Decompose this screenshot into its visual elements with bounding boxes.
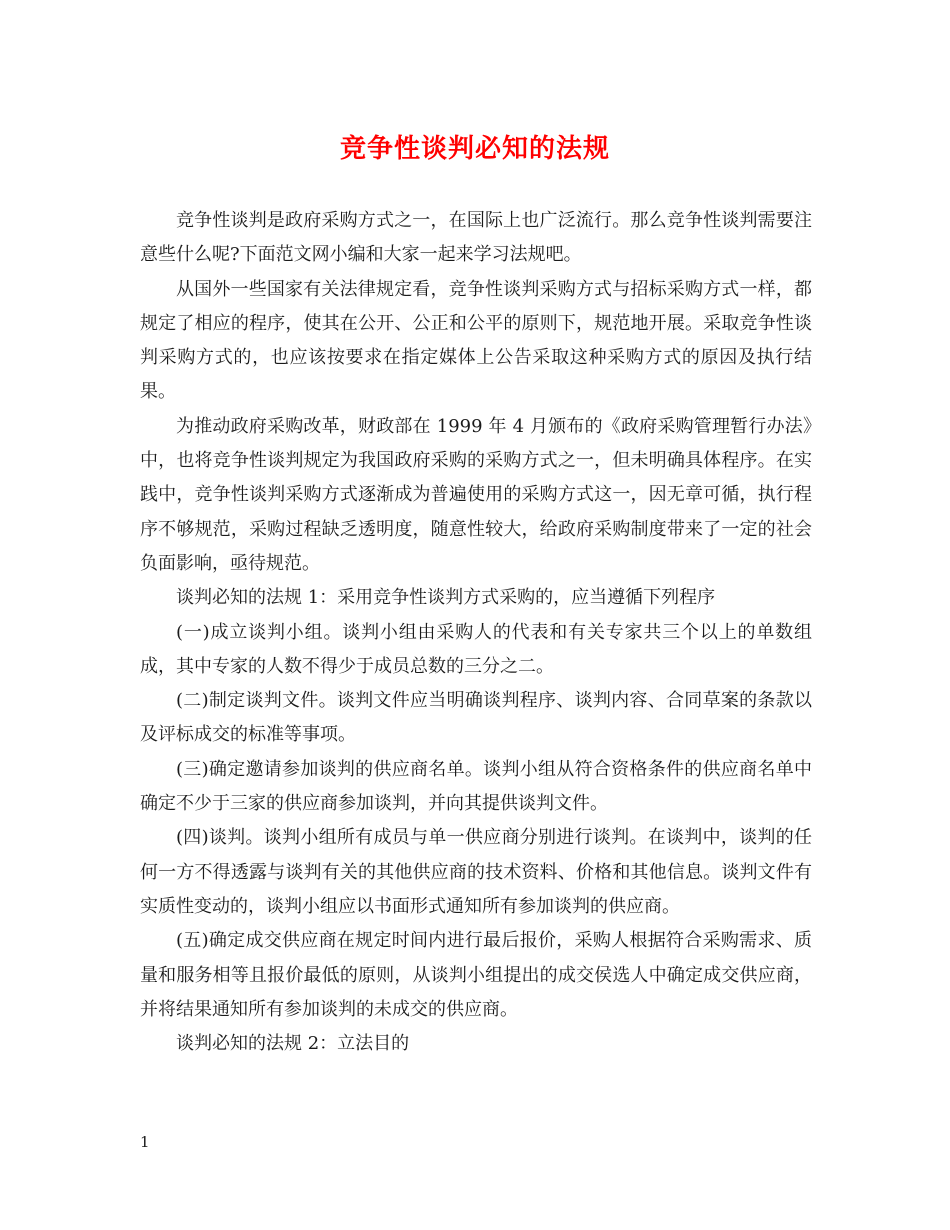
list-item-step-5: (五)确定成交供应商在规定时间内进行最后报价，采购人根据符合采购需求、质量和服务相等且报价最低的原则，从谈判小组提出的成交侯选人中确定成交供应商，并将结果通知所有参加谈判的未成交的供应商。 [140, 930, 812, 1020]
page-number: 1 [140, 1133, 150, 1151]
heading-regulation-1: 谈判必知的法规 1：采用竞争性谈判方式采购的，应当遵循下列程序 [176, 587, 716, 609]
list-item-step-2: (二)制定谈判文件。谈判文件应当明确谈判程序、谈判内容、合同草案的条款以及评标成交的标准等事项。 [140, 690, 812, 746]
paragraph-reform: 为推动政府采购改革，财政部在 1999 年 4 月颁布的《政府采购管理暂行办法》中，也将竞争性谈判规定为我国政府采购的采购方式之一，但未明确具体程序。在实践中，竞争性谈判采购方式逐渐成为普遍使用的采购方式这一，因无章可循，执行程序不够规范，采购过程缺乏透明度，随意性较大，给政府采购制度带来了一定的社会负面影响，亟待规范。 [140, 415, 812, 574]
list-item-step-4: (四)谈判。谈判小组所有成员与单一供应商分别进行谈判。在谈判中，谈判的任何一方不得透露与谈判有关的其他供应商的技术资料、价格和其他信息。谈判文件有实质性变动的，谈判小组应以书面形式通知所有参加谈判的供应商。 [140, 827, 812, 917]
document-body [140, 204, 812, 1061]
paragraph-intro: 竞争性谈判是政府采购方式之一，在国际上也广泛流行。那么竞争性谈判需要注意些什么呢?下面范文网小编和大家一起来学习法规吧。 [140, 210, 812, 266]
list-item-step-3: (三)确定邀请参加谈判的供应商名单。谈判小组从符合资格条件的供应商名单中确定不少于三家的供应商参加谈判，并向其提供谈判文件。 [140, 758, 812, 815]
document-title: 竞争性谈判必知的法规 [339, 134, 610, 164]
heading-regulation-2: 谈判必知的法规 2：立法目的 [176, 1033, 410, 1055]
paragraph-foreign-law: 从国外一些国家有关法律规定看，竞争性谈判采购方式与招标采购方式一样，都规定了相应的程序，使其在公开、公正和公平的原则下，规范地开展。采取竞争性谈判采购方式的，也应该按要求在指定媒体上公告采取这种采购方式的原因及执行结果。 [140, 278, 812, 403]
list-item-step-1: (一)成立谈判小组。谈判小组由采购人的代表和有关专家共三个以上的单数组成，其中专家的人数不得少于成员总数的三分之二。 [140, 621, 812, 677]
